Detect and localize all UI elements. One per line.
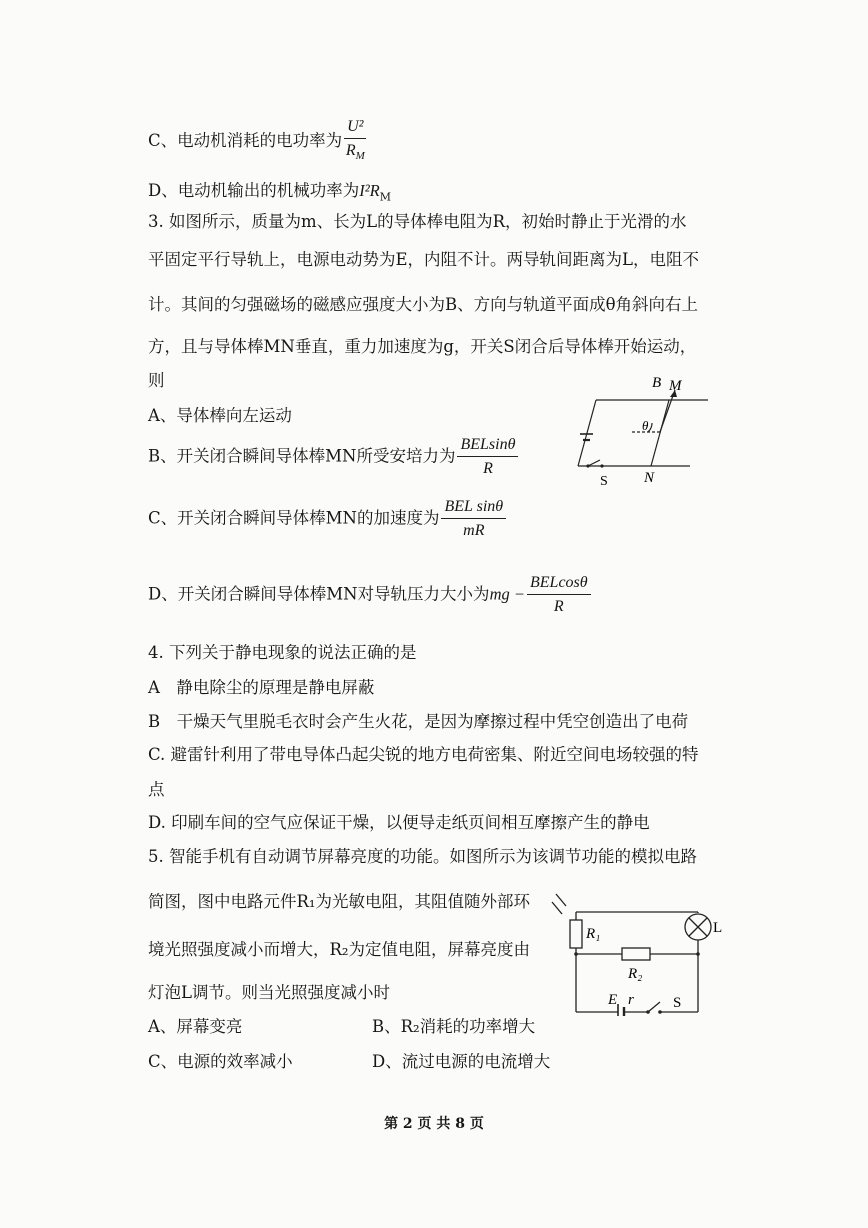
q3-option-c-text: C、开关闭合瞬间导体棒MN的加速度为 (148, 508, 440, 528)
q5-stem-line-3: 境光照强度减小而增大，R₂为定值电阻，屏幕亮度由 (148, 940, 531, 959)
q3-stem-line-1: 3. 如图所示，质量为m、长为L的导体棒电阻为R，初始时静止于光滑的水 (148, 212, 687, 231)
q2-option-d-formula: I²R (359, 181, 380, 200)
q5-label-e: E (608, 992, 618, 1008)
q4-stem: 4. 下列关于静电现象的说法正确的是 (148, 643, 417, 662)
q3-label-n: N (644, 470, 655, 486)
q3-option-c-denominator: mR (463, 522, 485, 539)
q5-label-s: S (673, 995, 682, 1011)
q3-option-d-prefix: mg − (489, 584, 525, 604)
q3-label-theta: θ (642, 418, 649, 433)
q3-stem-line-4: 方，且与导体棒MN垂直，重力加速度为g，开关S闭合后导体棒开始运动， (148, 337, 697, 356)
q2-option-c (148, 118, 368, 165)
q3-option-d-denominator: R (553, 598, 564, 615)
q3-option-d (148, 574, 593, 616)
q3-option-a: A、导体棒向左运动 (148, 406, 292, 425)
q3-rail-diagram (560, 372, 720, 490)
q2-option-d-sub: M (379, 190, 392, 204)
q5-option-a: A、屏幕变亮 (148, 1017, 243, 1036)
q3-option-b-text: B、开关闭合瞬间导体棒MN所受安培力为 (148, 446, 456, 466)
q5-option-c: C、电源的效率减小 (148, 1052, 293, 1071)
q3-theta-arc (648, 423, 652, 432)
q5-label-r: r (628, 992, 634, 1008)
page-footer: 第 2 页 共 8 页 (384, 1116, 484, 1132)
q2-option-c-text: C、电动机消耗的电功率为 (148, 131, 343, 151)
q3-option-c-numerator: BEL sinθ (441, 498, 506, 519)
q3-left-wire (578, 400, 596, 466)
q5-r2-resistor (622, 948, 650, 960)
q3-rod-mn (651, 400, 669, 466)
q4-option-b: B 干燥天气里脱毛衣时会产生火花，是因为摩擦过程中凭空创造出了电荷 (148, 712, 689, 731)
q5-label-l: L (713, 920, 723, 936)
q3-option-b-fraction (457, 436, 518, 478)
q3-stem-line-5: 则 (148, 371, 165, 390)
q5-option-b: B、R₂消耗的功率增大 (372, 1017, 536, 1036)
q5-switch-blade (648, 1002, 660, 1012)
q5-label-r2: R₂ (628, 966, 643, 982)
q5-option-d: D、流过电源的电流增大 (372, 1052, 551, 1071)
q5-label-r1: R₁ (586, 926, 601, 942)
q5-switch-dot (646, 1010, 650, 1014)
q3-label-b: B (652, 375, 662, 391)
q3-switch-dot-2 (600, 464, 603, 467)
q2-c-den-sub: M (355, 150, 365, 163)
q5-stem-line-2: 简图，图中电路元件R₁为光敏电阻，其阻值随外部环 (148, 892, 531, 911)
q2-option-c-fraction (344, 118, 366, 165)
q3-label-m: M (669, 378, 682, 394)
q3-option-c-fraction (441, 498, 506, 540)
q5-stem-line-4: 灯泡L调节。则当光照强度减小时 (148, 983, 390, 1002)
q3-option-d-fraction (527, 574, 591, 616)
q3-option-d-text: D、开关闭合瞬间导体棒MN对导轨压力大小为 (148, 584, 490, 604)
q2-option-d (148, 181, 391, 207)
q4-option-c-line-2: 点 (148, 780, 165, 799)
q3-option-b-denominator: R (483, 460, 493, 477)
q5-node-left (574, 952, 578, 956)
q5-light-ray-1 (556, 894, 566, 906)
q4-option-c-line-1: C. 避雷针利用了带电导体凸起尖锐的地方电荷密集、附近空间电场较强的特 (148, 745, 699, 764)
q3-option-b (148, 436, 520, 478)
q3-option-b-numerator: BELsinθ (457, 436, 518, 457)
q5-circuit-diagram (548, 884, 730, 1016)
q2-option-c-denominator (346, 139, 365, 165)
q5-r1-resistor (570, 920, 582, 948)
q3-switch-dot-1 (586, 464, 589, 467)
q3-switch (588, 460, 600, 466)
q5-light-ray-2 (552, 902, 562, 914)
q3-stem-line-3: 计。其间的匀强磁场的磁感应强度大小为B、方向与轨道平面成θ角斜向右上 (148, 295, 699, 314)
q4-option-a: A 静电除尘的原理是静电屏蔽 (148, 678, 375, 697)
q3-option-d-numerator: BELcosθ (527, 574, 591, 595)
q2-option-d-text: D、电动机输出的机械功率为 (148, 181, 360, 200)
q2-option-c-numerator: U² (344, 118, 366, 139)
q3-label-s: S (600, 474, 608, 489)
q5-stem-line-1: 5. 智能手机有自动调节屏幕亮度的功能。如图所示为该调节功能的模拟电路 (148, 847, 697, 866)
q5-node-right (696, 952, 700, 956)
q3-stem-line-2: 平固定平行导轨上，电源电动势为E，内阻不计。两导轨间距离为L，电阻不 (148, 250, 700, 269)
q5-switch-dot-2 (658, 1010, 662, 1014)
q4-option-d: D. 印刷车间的空气应保证干燥，以便导走纸页间相互摩擦产生的静电 (148, 813, 650, 832)
q3-option-c (148, 498, 508, 540)
q2-c-den-main: R (345, 142, 356, 159)
